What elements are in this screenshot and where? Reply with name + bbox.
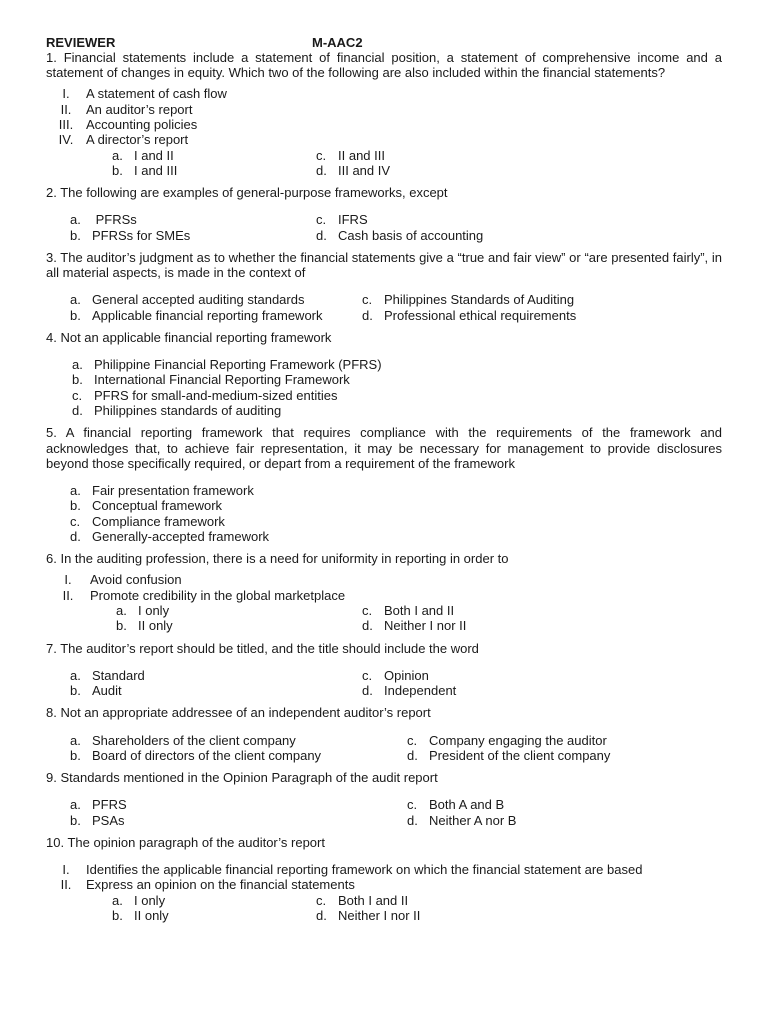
choice-letter: b. — [112, 908, 123, 924]
choice-row — [46, 908, 722, 923]
question-10 — [46, 835, 722, 930]
list-letter: c. — [72, 387, 83, 403]
list-letter: a. — [70, 482, 81, 498]
spacer — [46, 850, 722, 862]
question-7 — [46, 641, 722, 706]
choice-option — [407, 748, 610, 763]
choice-letter: b. — [70, 683, 81, 699]
roman-text: A director’s report — [86, 132, 189, 148]
spacer — [46, 634, 722, 641]
spacer — [46, 200, 722, 212]
question-9 — [46, 770, 722, 835]
choice-option — [70, 733, 296, 748]
list-text: Fair presentation framework — [92, 482, 254, 498]
question-stem: 5. A financial reporting framework that requires compliance with the requirements of the framework and acknowledges that, to achieve fair representation, it may be necessary for management to provide disclosures beyond those specifically required, or depart from a requirement of the framework — [46, 425, 722, 471]
question-stem: 10. The opinion paragraph of the auditor’s report — [46, 834, 325, 850]
choice-text: Applicable financial reporting framework — [92, 307, 323, 323]
choice-row — [46, 893, 722, 908]
roman-item — [46, 117, 722, 132]
choice-letter: b. — [70, 227, 81, 243]
choice-option — [407, 797, 504, 812]
spacer — [46, 418, 722, 425]
choice-text: Company engaging the auditor — [429, 732, 607, 748]
choice-letter: a. — [70, 292, 81, 308]
roman-item — [46, 132, 722, 147]
question-stem: 6. In the auditing profession, there is a need for uniformity in reporting in order to — [46, 551, 509, 567]
choice-text: Shareholders of the client company — [92, 732, 296, 748]
list-text: PFRS for small-and-medium-sized entities — [94, 387, 338, 403]
choice-letter: c. — [316, 892, 327, 908]
choice-option — [70, 292, 304, 307]
choice-text: Professional ethical requirements — [384, 307, 577, 323]
choice-text: PFRSs for SMEs — [92, 227, 191, 243]
roman-item — [46, 102, 722, 117]
list-text: Conceptual framework — [92, 498, 223, 514]
roman-text: Promote credibility in the global marketplace — [90, 587, 346, 603]
spacer — [46, 721, 722, 733]
choice-letter: a. — [112, 892, 123, 908]
choice-text: Independent — [384, 683, 457, 699]
list-item — [46, 388, 722, 403]
choice-letter: b. — [70, 812, 81, 828]
roman-numeral: II. — [60, 101, 72, 117]
choice-letter: b. — [70, 307, 81, 323]
choice-text: Neither A nor B — [429, 812, 517, 828]
choice-text: Neither I nor II — [338, 908, 421, 924]
list-text: Philippines standards of auditing — [94, 403, 282, 419]
choice-text: II only — [138, 618, 173, 634]
list-letter: b. — [72, 372, 83, 388]
choice-text: PFRSs — [92, 212, 137, 228]
choice-option — [70, 748, 321, 763]
choice-letter: d. — [407, 812, 418, 828]
choice-option — [316, 148, 385, 163]
spacer — [46, 280, 722, 292]
choice-row — [46, 748, 722, 763]
choice-row — [46, 733, 722, 748]
spacer — [46, 656, 722, 668]
choice-text: General accepted auditing standards — [92, 292, 305, 308]
choice-option — [316, 212, 368, 227]
choice-text: Opinion — [384, 667, 429, 683]
choice-text: Board of directors of the client company — [92, 747, 322, 763]
roman-item — [46, 862, 722, 877]
question-4 — [46, 330, 722, 425]
question-6 — [46, 551, 722, 640]
choice-text: I only — [134, 892, 166, 908]
choice-option — [362, 292, 574, 307]
question-stem: 8. Not an appropriate addressee of an independent auditor’s report — [46, 705, 431, 721]
choice-row — [46, 813, 722, 828]
roman-text: Express an opinion on the financial statements — [86, 877, 355, 893]
choice-letter: d. — [316, 227, 327, 243]
list-text: Compliance framework — [92, 513, 225, 529]
choice-letter: c. — [316, 147, 327, 163]
choice-letter: c. — [407, 797, 418, 813]
header-code: M-AAC2 — [312, 35, 363, 50]
choice-letter: d. — [362, 307, 373, 323]
choice-row — [46, 228, 722, 243]
choice-option — [70, 212, 137, 227]
question-2 — [46, 185, 722, 250]
question-3 — [46, 250, 722, 330]
choice-text: I only — [138, 602, 170, 618]
spacer — [46, 323, 722, 330]
list-item — [46, 357, 722, 372]
choice-letter: d. — [362, 683, 373, 699]
spacer — [46, 345, 722, 357]
choice-option — [70, 683, 122, 698]
choice-letter: a. — [70, 667, 81, 683]
question-8 — [46, 705, 722, 770]
roman-numeral: I. — [64, 572, 72, 588]
choice-text: President of the client company — [429, 747, 611, 763]
choice-letter: d. — [316, 908, 327, 924]
choice-option — [112, 893, 165, 908]
choice-option — [407, 733, 607, 748]
list-letter: d. — [70, 528, 81, 544]
choice-text: II and III — [338, 147, 385, 163]
list-text: Philippine Financial Reporting Framework (PFRS) — [94, 357, 382, 373]
document-page — [46, 35, 722, 930]
choice-text: I and II — [134, 147, 174, 163]
roman-item — [46, 877, 722, 892]
roman-text: Identifies the applicable financial reporting framework on which the financial statement are based — [86, 862, 643, 878]
choice-text: Both A and B — [429, 797, 505, 813]
choice-letter: c. — [316, 212, 327, 228]
choice-row — [46, 292, 722, 307]
roman-numeral: IV. — [58, 132, 74, 148]
choice-text: I and III — [134, 162, 178, 178]
spacer — [46, 698, 722, 705]
roman-text: A statement of cash flow — [86, 86, 227, 102]
roman-text: Avoid confusion — [90, 572, 182, 588]
choice-option — [316, 163, 390, 178]
choice-option — [316, 908, 420, 923]
roman-text: An auditor’s report — [86, 101, 193, 117]
choice-letter: a. — [70, 732, 81, 748]
roman-numeral: I. — [62, 86, 70, 102]
list-letter: c. — [70, 513, 81, 529]
spacer — [46, 763, 722, 770]
choice-option — [362, 308, 576, 323]
list-item — [46, 498, 722, 513]
choice-option — [70, 228, 190, 243]
choice-row — [46, 603, 722, 618]
choice-text: III and IV — [338, 162, 391, 178]
choice-letter: d. — [316, 162, 327, 178]
choice-row — [46, 797, 722, 812]
choice-text: II only — [134, 908, 169, 924]
spacer — [46, 923, 722, 930]
question-stem: 4. Not an applicable financial reporting framework — [46, 329, 332, 345]
choice-option — [316, 893, 408, 908]
list-item — [46, 514, 722, 529]
choice-option — [116, 618, 173, 633]
choice-letter: a. — [70, 797, 81, 813]
list-text: International Financial Reporting Framework — [94, 372, 350, 388]
choice-text: IFRS — [338, 212, 368, 228]
question-stem: 9. Standards mentioned in the Opinion Paragraph of the audit report — [46, 770, 438, 786]
list-letter: b. — [70, 498, 81, 514]
choice-option — [362, 683, 456, 698]
choice-option — [70, 797, 127, 812]
choice-row — [46, 618, 722, 633]
question-stem: 3. The auditor’s judgment as to whether the financial statements give a “true and fair view” or “are presented fairly”, in all material aspects, is made in the context of — [46, 249, 722, 281]
roman-item — [46, 588, 722, 603]
spacer — [46, 828, 722, 835]
choice-letter: a. — [70, 212, 81, 228]
choice-letter: a. — [112, 147, 123, 163]
list-item — [46, 483, 722, 498]
choice-row — [46, 683, 722, 698]
list-letter: a. — [72, 357, 83, 373]
choice-option — [362, 668, 429, 683]
choice-text: Cash basis of accounting — [338, 227, 484, 243]
choice-letter: a. — [116, 602, 127, 618]
question-stem: 7. The auditor’s report should be titled, and the title should include the word — [46, 640, 479, 656]
choice-row — [46, 163, 722, 178]
choice-row — [46, 308, 722, 323]
questions-list — [46, 50, 722, 930]
spacer — [46, 243, 722, 250]
choice-letter: c. — [362, 667, 373, 683]
roman-item — [46, 572, 722, 587]
roman-numeral: II. — [60, 877, 72, 893]
choice-text: Both I and II — [384, 602, 455, 618]
question-stem: 1. Financial statements include a statement of financial position, a statement of comprehensive income and a statement of changes in equity. Which two of the following are also included within the financial statements? — [46, 50, 722, 81]
choice-text: Neither I nor II — [384, 618, 467, 634]
choice-row — [46, 148, 722, 163]
question-stem: 2. The following are examples of general-purpose frameworks, except — [46, 185, 448, 201]
choice-text: Audit — [92, 683, 122, 699]
list-item — [46, 403, 722, 418]
question-1 — [46, 50, 722, 185]
choice-row — [46, 212, 722, 227]
choice-option — [362, 618, 466, 633]
choice-text: PFRS — [92, 797, 127, 813]
choice-row — [46, 668, 722, 683]
spacer — [46, 544, 722, 551]
list-item — [46, 372, 722, 387]
spacer — [46, 471, 722, 483]
choice-letter: c. — [362, 602, 373, 618]
header-title: REVIEWER — [46, 35, 116, 50]
roman-numeral: III. — [58, 117, 74, 132]
choice-text: PSAs — [92, 812, 125, 828]
choice-text: Philippines Standards of Auditing — [384, 292, 575, 308]
choice-letter: c. — [362, 292, 373, 308]
roman-numeral: II. — [62, 587, 74, 603]
choice-option — [70, 668, 145, 683]
choice-text: Standard — [92, 667, 145, 683]
choice-option — [316, 228, 483, 243]
list-item — [46, 529, 722, 544]
choice-letter: b. — [112, 162, 123, 178]
choice-option — [112, 148, 174, 163]
list-text: Generally-accepted framework — [92, 528, 270, 544]
spacer — [46, 785, 722, 797]
document-header — [46, 35, 722, 50]
choice-letter: d. — [407, 747, 418, 763]
choice-letter: b. — [70, 747, 81, 763]
choice-option — [112, 163, 177, 178]
choice-option — [116, 603, 169, 618]
question-5 — [46, 425, 722, 551]
spacer — [46, 178, 722, 185]
list-letter: d. — [72, 403, 83, 419]
choice-letter: d. — [362, 618, 373, 634]
roman-text: Accounting policies — [86, 117, 198, 132]
roman-item — [46, 86, 722, 101]
choice-option — [362, 603, 454, 618]
choice-option — [70, 813, 125, 828]
choice-text: Both I and II — [338, 892, 409, 908]
choice-option — [70, 308, 323, 323]
choice-option — [407, 813, 516, 828]
roman-numeral: I. — [62, 862, 70, 878]
choice-option — [112, 908, 169, 923]
choice-letter: b. — [116, 618, 127, 634]
choice-letter: c. — [407, 732, 418, 748]
